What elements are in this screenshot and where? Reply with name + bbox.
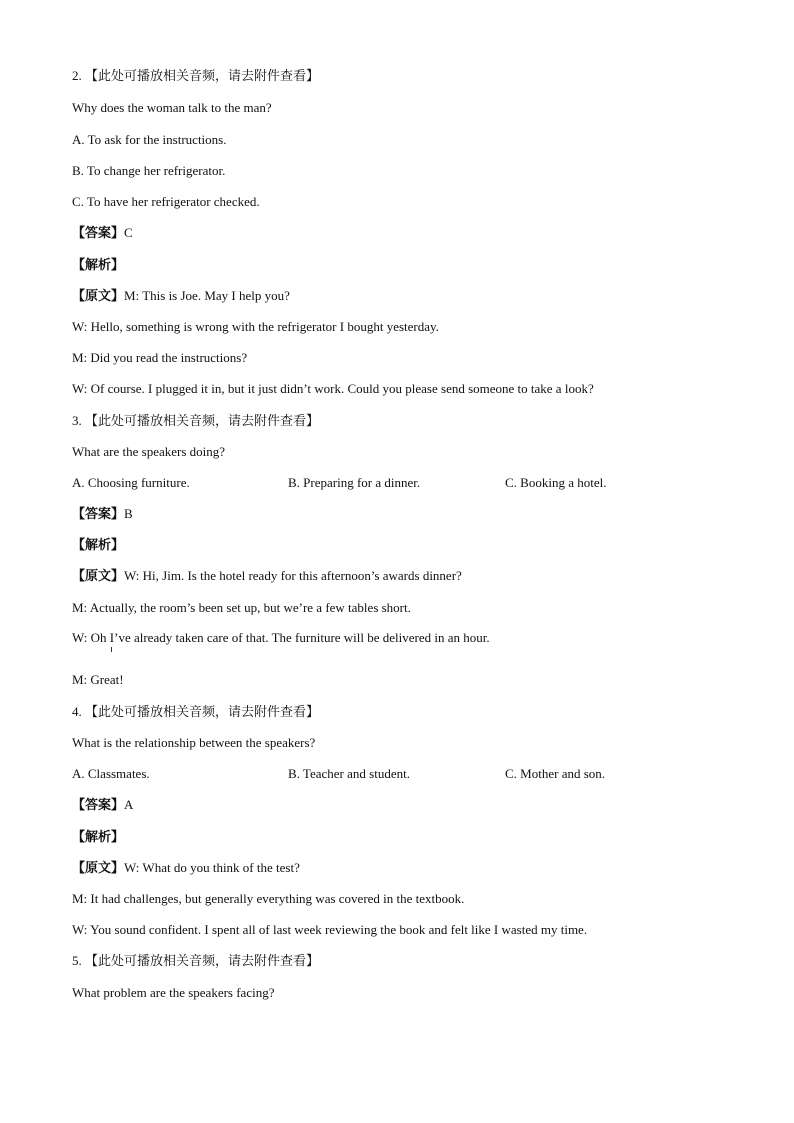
q4-option-b: B. Teacher and student. [288, 766, 410, 781]
q2-transcript-3: M: Did you read the instructions? [72, 350, 248, 365]
stray-mark [111, 647, 112, 652]
q3-option-b: B. Preparing for a dinner. [288, 475, 421, 490]
answer-value: C [124, 225, 133, 240]
q4-option-c: C. Mother and son. [505, 766, 606, 781]
answer-tag: 【答案】 [72, 506, 125, 521]
transcript-tag: 【原文】 [72, 860, 125, 875]
q2-option-c: C. To have her refrigerator checked. [72, 194, 260, 209]
q3-question: What are the speakers doing? [72, 444, 226, 459]
q4-transcript-3: W: You sound confident. I spent all of last week reviewing the book and felt like I wasted my time. [72, 922, 588, 937]
transcript-text: W: Hi, Jim. Is the hotel ready for this afternoon’s awards dinner? [124, 568, 462, 583]
q5-question: What problem are the speakers facing? [72, 985, 275, 1000]
q2-option-b: B. To change her refrigerator. [72, 163, 226, 178]
q2-transcript-1 [72, 288, 290, 304]
q4-option-a: A. Classmates. [72, 766, 150, 781]
q3-option-c: C. Booking a hotel. [505, 475, 607, 490]
q5-header: 5. 【此处可播放相关音频，请去附件查看】 [72, 953, 320, 968]
q2-option-a: A. To ask for the instructions. [72, 132, 227, 147]
q4-answer [72, 797, 133, 813]
q4-question: What is the relationship between the speakers? [72, 735, 316, 750]
q3-transcript-2: M: Actually, the room’s been set up, but we’re a few tables short. [72, 600, 411, 615]
answer-value: A [124, 797, 134, 812]
q3-answer [72, 506, 133, 522]
q3-transcript-4: M: Great! [72, 672, 124, 687]
q3-option-a: A. Choosing furniture. [72, 475, 190, 490]
transcript-tag: 【原文】 [72, 568, 125, 583]
q4-transcript-2: M: It had challenges, but generally everything was covered in the textbook. [72, 891, 465, 906]
answer-tag: 【答案】 [72, 797, 125, 812]
q3-header: 3. 【此处可播放相关音频，请去附件查看】 [72, 413, 320, 428]
transcript-text: M: This is Joe. May I help you? [124, 288, 290, 303]
answer-value: B [124, 506, 133, 521]
q2-question: Why does the woman talk to the man? [72, 100, 272, 115]
answer-tag: 【答案】 [72, 225, 125, 240]
transcript-tag: 【原文】 [72, 288, 125, 303]
q4-analysis-tag: 【解析】 [72, 829, 125, 844]
q2-header: 2. 【此处可播放相关音频，请去附件查看】 [72, 68, 320, 83]
q2-analysis-tag: 【解析】 [72, 257, 125, 272]
q2-transcript-4: W: Of course. I plugged it in, but it just didn’t work. Could you please send someone to take a look? [72, 381, 594, 396]
q3-transcript-1 [72, 568, 462, 584]
q3-transcript-3: W: Oh I’ve already taken care of that. The furniture will be delivered in an hour. [72, 630, 490, 645]
q3-analysis-tag: 【解析】 [72, 537, 125, 552]
transcript-text: W: What do you think of the test? [124, 860, 300, 875]
q2-transcript-2: W: Hello, something is wrong with the refrigerator I bought yesterday. [72, 319, 439, 334]
q4-header: 4. 【此处可播放相关音频，请去附件查看】 [72, 704, 320, 719]
q2-answer [72, 225, 133, 241]
q4-transcript-1 [72, 860, 300, 876]
